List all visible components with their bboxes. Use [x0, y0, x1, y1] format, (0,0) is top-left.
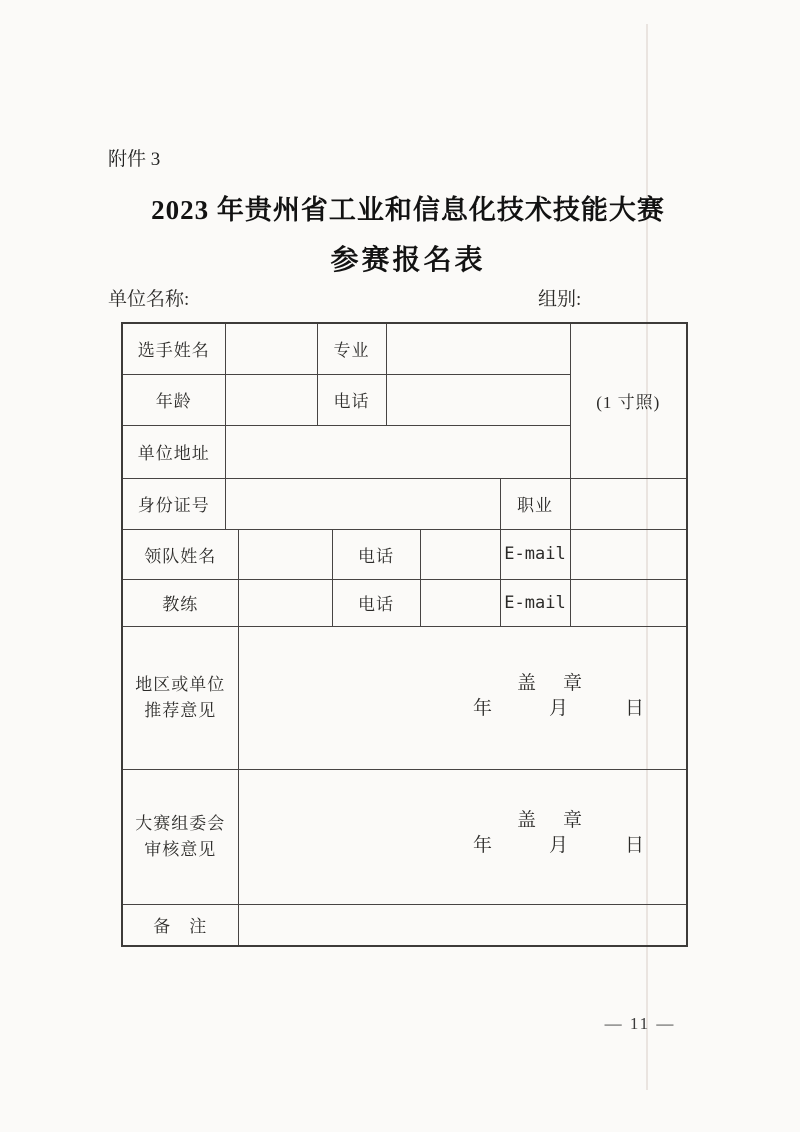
table-row — [122, 579, 687, 626]
photo-cell: (1 寸照) — [570, 323, 687, 478]
coach-label: 教练 — [122, 579, 238, 626]
id-number-label: 身份证号 — [122, 478, 225, 529]
recommendation-date-line: 年 月 日 — [473, 698, 645, 719]
table-row — [122, 904, 687, 946]
occupation-field — [570, 478, 687, 529]
coach-phone-field — [420, 579, 500, 626]
document-title-line1: 2023 年贵州省工业和信息化技术技能大赛 — [151, 195, 665, 225]
remarks-field — [238, 904, 687, 946]
major-label: 专业 — [317, 323, 386, 374]
review-label-line1: 大赛组委会 — [135, 813, 226, 833]
recommendation-stamp-line: 盖 章 — [517, 673, 587, 694]
review-label — [122, 769, 238, 904]
review-stamp-line: 盖 章 — [517, 810, 587, 831]
review-field — [238, 769, 687, 904]
id-number-field — [225, 478, 500, 529]
document-title-line2: 参赛报名表 — [330, 245, 486, 276]
occupation-label: 职业 — [500, 478, 570, 529]
recommendation-label-line1: 地区或单位 — [135, 674, 226, 694]
table-row — [122, 478, 687, 529]
page-number: — 11 — — [604, 1014, 676, 1033]
table-row — [122, 529, 687, 579]
remarks-label: 备 注 — [122, 904, 238, 946]
player-phone-field — [386, 374, 570, 425]
table-row — [122, 626, 687, 769]
review-label-line2: 审核意见 — [144, 839, 217, 859]
coach-phone-label: 电话 — [332, 579, 420, 626]
age-field — [225, 374, 317, 425]
leader-email-field — [570, 529, 687, 579]
attachment-label: 附件 3 — [108, 149, 161, 170]
player-phone-label: 电话 — [317, 374, 386, 425]
leader-name-field — [238, 529, 332, 579]
unit-address-label: 单位地址 — [122, 425, 225, 478]
recommendation-label — [122, 626, 238, 769]
major-field — [386, 323, 570, 374]
player-name-label: 选手姓名 — [122, 323, 225, 374]
registration-form-table — [121, 322, 688, 947]
leader-phone-label: 电话 — [332, 529, 420, 579]
recommendation-field — [238, 626, 687, 769]
coach-name-field — [238, 579, 332, 626]
unit-address-field — [225, 425, 570, 478]
leader-name-label: 领队姓名 — [122, 529, 238, 579]
age-label: 年龄 — [122, 374, 225, 425]
table-row — [122, 323, 687, 374]
table-row — [122, 769, 687, 904]
coach-email-label: E-mail — [500, 579, 570, 626]
leader-phone-field — [420, 529, 500, 579]
player-name-field — [225, 323, 317, 374]
review-date-line: 年 月 日 — [473, 835, 645, 856]
group-label: 组别: — [538, 289, 582, 310]
coach-email-field — [570, 579, 687, 626]
recommendation-label-line2: 推荐意见 — [144, 700, 217, 720]
unit-name-label: 单位名称: — [108, 289, 190, 310]
leader-email-label: E-mail — [500, 529, 570, 579]
